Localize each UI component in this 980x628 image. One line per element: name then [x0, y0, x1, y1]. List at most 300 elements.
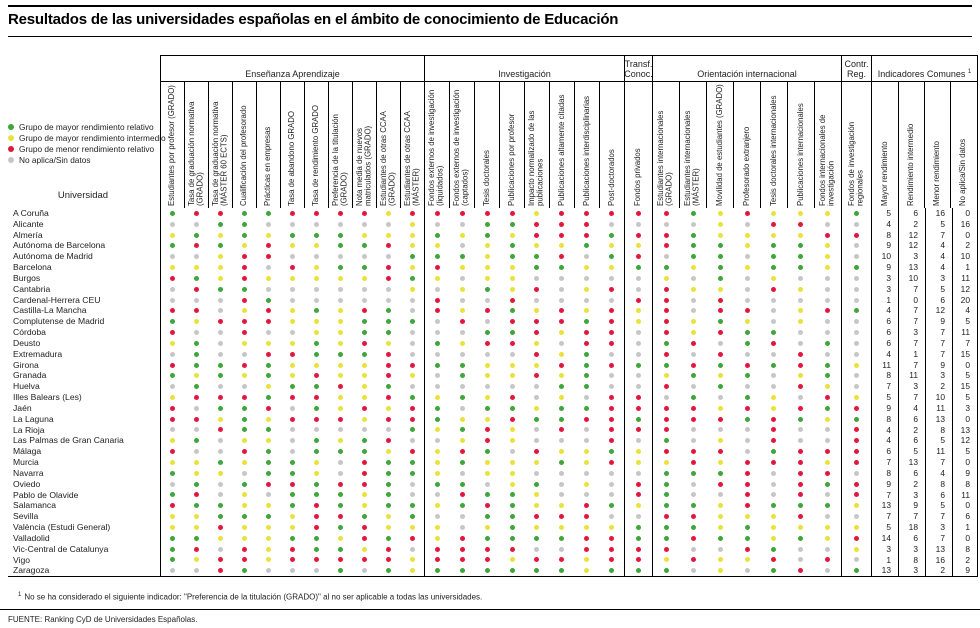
status-dot-icon	[534, 568, 539, 573]
status-dot-icon	[386, 254, 391, 259]
dot-cell	[425, 565, 450, 576]
status-dot-icon	[854, 438, 859, 443]
status-dot-icon	[362, 243, 367, 248]
dot-cell	[680, 500, 707, 511]
status-dot-icon	[362, 417, 367, 422]
status-dot-icon	[338, 233, 343, 238]
status-dot-icon	[609, 243, 614, 248]
status-dot-icon	[410, 341, 415, 346]
dot-cell	[599, 230, 624, 241]
status-dot-icon	[854, 308, 859, 313]
status-dot-icon	[798, 243, 803, 248]
count-cell: 8	[871, 414, 898, 425]
status-dot-icon	[266, 341, 271, 346]
dot-cell	[257, 457, 281, 468]
dot-cell	[500, 533, 525, 544]
dot-cell	[161, 468, 185, 479]
dot-cell	[500, 381, 525, 392]
status-dot-icon	[609, 363, 614, 368]
status-dot-icon	[290, 254, 295, 259]
column-header: Profesorado extranjero	[733, 82, 760, 208]
status-dot-icon	[218, 471, 223, 476]
dot-cell	[680, 316, 707, 327]
dot-cell	[209, 284, 233, 295]
status-dot-icon	[854, 482, 859, 487]
table-row	[8, 208, 978, 219]
status-dot-icon	[386, 482, 391, 487]
row-section	[841, 284, 871, 295]
status-dot-icon	[290, 438, 295, 443]
column-header: Fondos de investigación regionales	[846, 121, 865, 206]
status-dot-icon	[636, 254, 641, 259]
status-dot-icon	[410, 482, 415, 487]
status-dot-icon	[266, 254, 271, 259]
status-dot-icon	[194, 503, 199, 508]
status-dot-icon	[290, 384, 295, 389]
count-cell: 10	[871, 251, 898, 262]
dot-cell	[257, 262, 281, 273]
dot-cell	[574, 295, 599, 306]
dot-cell	[599, 338, 624, 349]
status-dot-icon	[771, 547, 776, 552]
dot-cell	[549, 305, 574, 316]
dot-cell	[400, 468, 424, 479]
status-dot-icon	[410, 243, 415, 248]
dot-cell	[450, 425, 475, 436]
status-dot-icon	[435, 460, 440, 465]
status-dot-icon	[664, 352, 669, 357]
status-dot-icon	[242, 308, 247, 313]
table-row	[8, 533, 978, 544]
status-dot-icon	[798, 373, 803, 378]
status-dot-icon	[636, 503, 641, 508]
row-section	[841, 349, 871, 360]
status-dot-icon	[242, 503, 247, 508]
count-cell: 12	[925, 305, 952, 316]
dot-cell	[185, 435, 209, 446]
row-section	[160, 349, 424, 360]
status-dot-icon	[664, 211, 669, 216]
status-dot-icon	[510, 233, 515, 238]
dot-cell	[760, 522, 787, 533]
row-section	[424, 284, 624, 295]
row-section	[160, 381, 424, 392]
row-section	[160, 425, 424, 436]
status-dot-icon	[386, 427, 391, 432]
status-dot-icon	[584, 525, 589, 530]
status-dot-icon	[314, 547, 319, 552]
dot-cell	[209, 457, 233, 468]
status-dot-icon	[691, 384, 696, 389]
status-dot-icon	[460, 449, 465, 454]
status-dot-icon	[314, 287, 319, 292]
row-section	[160, 479, 424, 490]
status-dot-icon	[338, 352, 343, 357]
status-dot-icon	[386, 276, 391, 281]
dot-cell	[680, 414, 707, 425]
count-cell: 5	[925, 219, 952, 230]
dot-cell	[814, 230, 841, 241]
status-dot-icon	[854, 492, 859, 497]
status-dot-icon	[636, 384, 641, 389]
dot-cell	[209, 251, 233, 262]
university-name: Granada	[13, 370, 47, 381]
status-dot-icon	[771, 460, 776, 465]
dot-cell	[209, 511, 233, 522]
university-name: Cardenal-Herrera CEU	[13, 294, 101, 305]
dot-cell	[233, 479, 257, 490]
dot-cell	[707, 392, 734, 403]
status-dot-icon	[314, 417, 319, 422]
status-dot-icon	[798, 395, 803, 400]
dot-cell	[814, 435, 841, 446]
row-section	[624, 403, 652, 414]
dot-cell	[450, 381, 475, 392]
status-dot-icon	[485, 406, 490, 411]
status-dot-icon	[435, 352, 440, 357]
status-dot-icon	[194, 319, 199, 324]
status-dot-icon	[691, 427, 696, 432]
status-dot-icon	[170, 352, 175, 357]
dot-cell	[653, 327, 680, 338]
table-row	[8, 490, 978, 501]
row-section	[624, 219, 652, 230]
dot-cell	[707, 403, 734, 414]
status-dot-icon	[435, 254, 440, 259]
row-section	[424, 327, 624, 338]
dot-cell	[500, 392, 525, 403]
status-dot-icon	[584, 503, 589, 508]
column-header: Fondos privados	[633, 148, 643, 206]
row-section	[624, 316, 652, 327]
count-cell: 16	[925, 555, 952, 566]
status-dot-icon	[718, 254, 723, 259]
status-dot-icon	[609, 482, 614, 487]
dot-cell	[161, 262, 185, 273]
count-cell: 7	[898, 360, 925, 371]
dot-cell	[450, 533, 475, 544]
dot-cell	[574, 533, 599, 544]
dot-cell	[787, 262, 814, 273]
status-dot-icon	[798, 438, 803, 443]
status-dot-icon	[534, 308, 539, 313]
dot-cell	[734, 316, 761, 327]
dot-cell	[281, 533, 305, 544]
dot-cell	[450, 338, 475, 349]
status-dot-icon	[854, 525, 859, 530]
status-dot-icon	[584, 341, 589, 346]
status-dot-icon	[314, 254, 319, 259]
status-dot-icon	[410, 363, 415, 368]
status-dot-icon	[510, 471, 515, 476]
row-section	[624, 435, 652, 446]
status-dot-icon	[534, 222, 539, 227]
dot-cell	[680, 305, 707, 316]
status-dot-icon	[170, 287, 175, 292]
status-dot-icon	[242, 406, 247, 411]
dot-cell	[400, 208, 424, 219]
dot-cell	[425, 403, 450, 414]
dot-cell	[574, 284, 599, 295]
row-section	[160, 370, 424, 381]
table-row	[8, 219, 978, 230]
dot-cell	[233, 240, 257, 251]
dot-cell	[328, 273, 352, 284]
dot-cell	[760, 262, 787, 273]
status-dot-icon	[218, 557, 223, 562]
status-dot-icon	[745, 254, 750, 259]
row-section	[424, 338, 624, 349]
dot-cell	[734, 533, 761, 544]
status-dot-icon	[242, 287, 247, 292]
legend-item	[8, 154, 166, 165]
status-dot-icon	[854, 352, 859, 357]
status-dot-icon	[194, 243, 199, 248]
status-dot-icon	[825, 525, 830, 530]
dot-cell	[653, 468, 680, 479]
dot-cell	[376, 230, 400, 241]
dot-cell	[233, 533, 257, 544]
dot-cell	[450, 392, 475, 403]
row-section	[424, 500, 624, 511]
dot-cell	[281, 338, 305, 349]
row-section	[624, 284, 652, 295]
column-header: No aplica/Sin datos	[950, 82, 975, 208]
count-cell: 6	[871, 446, 898, 457]
status-dot-icon	[510, 373, 515, 378]
status-dot-icon	[798, 384, 803, 389]
status-dot-icon	[410, 222, 415, 227]
status-dot-icon	[664, 308, 669, 313]
dot-cell	[549, 435, 574, 446]
status-dot-icon	[510, 536, 515, 541]
status-dot-icon	[314, 503, 319, 508]
status-dot-icon	[609, 222, 614, 227]
count-cell: 3	[898, 565, 925, 576]
dot-cell	[475, 544, 500, 555]
status-dot-icon	[534, 514, 539, 519]
dot-cell	[707, 240, 734, 251]
table-row	[8, 446, 978, 457]
status-dot-icon	[290, 211, 295, 216]
dot-cell	[525, 414, 550, 425]
count-cell: 7	[925, 338, 952, 349]
dot-cell	[625, 555, 652, 566]
status-dot-icon	[691, 460, 696, 465]
row-section	[424, 414, 624, 425]
status-dot-icon	[386, 341, 391, 346]
dot-cell	[352, 208, 376, 219]
status-dot-icon	[460, 514, 465, 519]
dot-cell	[760, 565, 787, 576]
dot-cell	[734, 522, 761, 533]
count-cell: 12	[898, 240, 925, 251]
university-name: Cantabria	[13, 283, 51, 294]
table-row	[8, 479, 978, 490]
row-section	[624, 349, 652, 360]
legend-item	[8, 132, 166, 143]
dot-cell	[842, 327, 871, 338]
title-rule	[8, 36, 972, 37]
status-dot-icon	[825, 438, 830, 443]
status-dot-icon	[362, 503, 367, 508]
dot-cell	[328, 446, 352, 457]
dot-cell	[209, 273, 233, 284]
dot-cell	[625, 349, 652, 360]
dot-cell	[209, 446, 233, 457]
dot-cell	[425, 522, 450, 533]
status-dot-icon	[170, 547, 175, 552]
group-label: Transf. Conoc.	[625, 56, 652, 82]
dot-cell	[209, 392, 233, 403]
dot-cell	[842, 360, 871, 371]
dot-cell	[734, 403, 761, 414]
status-dot-icon	[170, 384, 175, 389]
group-section	[424, 56, 624, 208]
university-name: Pablo de Olavide	[13, 489, 79, 500]
status-dot-icon	[314, 308, 319, 313]
status-dot-icon	[825, 557, 830, 562]
status-dot-icon	[290, 287, 295, 292]
row-section	[841, 500, 871, 511]
dot-cell	[352, 533, 376, 544]
dot-cell	[475, 457, 500, 468]
status-dot-icon	[242, 514, 247, 519]
status-dot-icon	[290, 395, 295, 400]
status-dot-icon	[691, 482, 696, 487]
dot-cell	[475, 273, 500, 284]
status-dot-icon	[510, 492, 515, 497]
status-dot-icon	[534, 276, 539, 281]
count-cell: 2	[952, 555, 978, 566]
dot-cell	[257, 500, 281, 511]
status-dot-icon	[194, 341, 199, 346]
legend-item	[8, 143, 166, 154]
university-name: Alicante	[13, 218, 44, 229]
count-cell: 7	[925, 533, 952, 544]
dot-cell	[814, 522, 841, 533]
status-dot-icon	[266, 514, 271, 519]
dot-cell	[525, 565, 550, 576]
row-section	[841, 381, 871, 392]
dot-cell	[209, 295, 233, 306]
status-dot-icon	[534, 211, 539, 216]
dot-cell	[352, 273, 376, 284]
status-dot-icon	[485, 363, 490, 368]
status-dot-icon	[314, 438, 319, 443]
dot-cell	[574, 370, 599, 381]
status-dot-icon	[825, 287, 830, 292]
row-section	[624, 295, 652, 306]
dot-cell	[707, 522, 734, 533]
dot-cell	[376, 295, 400, 306]
status-dot-icon	[854, 265, 859, 270]
dot-cell	[734, 284, 761, 295]
status-dot-icon	[584, 514, 589, 519]
status-dot-icon	[636, 514, 641, 519]
dot-cell	[707, 479, 734, 490]
count-cell: 12	[952, 284, 978, 295]
dot-cell	[653, 230, 680, 241]
count-cell: 6	[871, 327, 898, 338]
university-name: Complutense de Madrid	[13, 316, 105, 327]
count-cell: 6	[952, 511, 978, 522]
dot-cell	[185, 544, 209, 555]
row-section	[424, 305, 624, 316]
dot-cell	[328, 230, 352, 241]
dot-cell	[400, 262, 424, 273]
status-dot-icon	[386, 568, 391, 573]
row-section	[841, 468, 871, 479]
count-cell: 9	[871, 479, 898, 490]
dot-cell	[525, 457, 550, 468]
dot-cell	[760, 240, 787, 251]
dot-cell	[450, 273, 475, 284]
dot-cell	[209, 414, 233, 425]
status-dot-icon	[534, 330, 539, 335]
dot-cell	[352, 316, 376, 327]
university-name: Girona	[13, 359, 39, 370]
dot-cell	[653, 544, 680, 555]
status-dot-icon	[664, 330, 669, 335]
status-dot-icon	[745, 308, 750, 313]
count-cell: 2	[898, 479, 925, 490]
status-dot-icon	[290, 352, 295, 357]
count-cell: 6	[898, 468, 925, 479]
dot-cell	[281, 360, 305, 371]
status-dot-icon	[559, 308, 564, 313]
dot-cell	[549, 273, 574, 284]
status-dot-icon	[854, 557, 859, 562]
dot-cell	[500, 425, 525, 436]
dot-cell	[328, 565, 352, 576]
status-dot-icon	[435, 557, 440, 562]
status-dot-icon	[435, 330, 440, 335]
status-dot-icon	[266, 471, 271, 476]
status-dot-icon	[435, 492, 440, 497]
dot-cell	[185, 208, 209, 219]
status-dot-icon	[194, 287, 199, 292]
status-dot-icon	[410, 373, 415, 378]
dot-cell	[680, 349, 707, 360]
status-dot-icon	[266, 352, 271, 357]
dot-cell	[209, 490, 233, 501]
dot-cell	[475, 500, 500, 511]
status-dot-icon	[636, 395, 641, 400]
dot-cell	[425, 349, 450, 360]
dot-cell	[625, 316, 652, 327]
dot-cell	[842, 338, 871, 349]
row-section	[841, 240, 871, 251]
status-dot-icon	[362, 319, 367, 324]
status-dot-icon	[266, 406, 271, 411]
status-dot-icon	[534, 525, 539, 530]
dot-cell	[680, 479, 707, 490]
dot-cell	[257, 435, 281, 446]
status-dot-icon	[460, 417, 465, 422]
status-dot-icon	[534, 406, 539, 411]
dot-cell	[425, 338, 450, 349]
status-dot-icon	[510, 211, 515, 216]
status-dot-icon	[170, 276, 175, 281]
dot-cell	[281, 468, 305, 479]
status-dot-icon	[362, 557, 367, 562]
status-dot-icon	[242, 211, 247, 216]
dot-cell	[376, 522, 400, 533]
dot-cell	[787, 490, 814, 501]
status-dot-icon	[609, 330, 614, 335]
dot-cell	[304, 262, 328, 273]
